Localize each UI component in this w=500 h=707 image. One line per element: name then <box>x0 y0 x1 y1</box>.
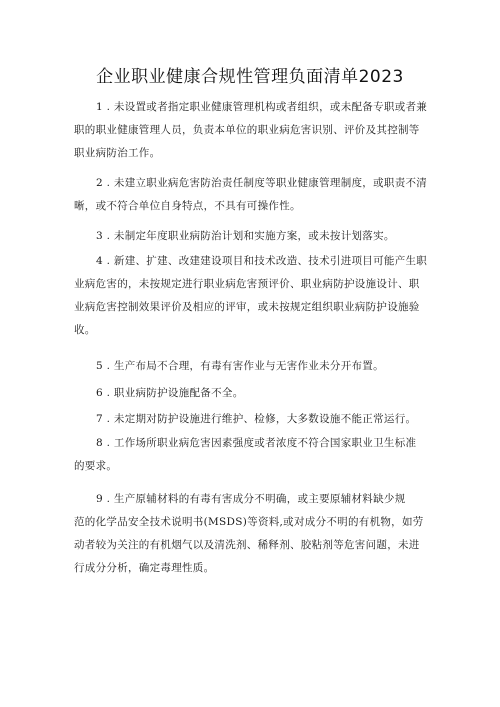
list-item-line: 6 . 职业病防护设施配备不全。 <box>96 387 244 399</box>
list-item-line: 3 . 未制定年度职业病防治计划和实施方案，或未按计划落实。 <box>96 230 395 242</box>
list-item-2 <box>74 172 436 218</box>
list-item-line: 晰，或不符合单位自身特点，不具有可操作性。 <box>74 200 301 212</box>
list-item-line: 2 . 未建立职业病危害防治责任制度等职业健康管理制度，或职责不清 <box>96 177 428 189</box>
list-item-9 <box>74 488 436 580</box>
list-item-line: 职业病防治工作。 <box>74 147 161 159</box>
list-item-line: 行成分分析，确定毒理性质。 <box>74 562 215 574</box>
list-item-line: 范的化学品安全技术说明书(MSDS)等资料,或对成分不明的有机物，如劳 <box>74 516 424 528</box>
list-item-line: 动者较为关注的有机烟气以及清洗剂、稀释剂、胶粘剂等危害问题，未进 <box>74 539 420 551</box>
list-item-line: 收。 <box>74 324 96 336</box>
list-item-line: 1 . 未设置或者指定职业健康管理机构或者组织，或未配备专职或者兼 <box>96 101 428 113</box>
list-item-8 <box>74 432 436 478</box>
list-item-6 <box>74 382 436 405</box>
list-item-7 <box>74 408 436 431</box>
list-item-4 <box>74 250 436 342</box>
list-item-line: 业病危害的，未按规定进行职业病危害预评价、职业病防护设施设计、职 <box>74 278 420 290</box>
list-item-line: 职的职业健康管理人员，负责本单位的职业病危害识别、评价及其控制等 <box>74 124 420 136</box>
list-item-5 <box>74 355 436 378</box>
list-item-line: 5 . 生产布局不合理，有毒有害作业与无害作业未分开布置。 <box>96 360 384 372</box>
list-item-3 <box>74 225 436 248</box>
list-item-line: 业病危害控制效果评价及相应的评审，或未按规定组织职业病防护设施验 <box>74 301 420 313</box>
list-item-1 <box>74 96 436 165</box>
list-item-line: 的要求。 <box>74 460 118 472</box>
list-item-line: 9 . 生产原辅材料的有毒有害成分不明确，或主要原辅材料缺少规 <box>96 493 406 505</box>
list-item-line: 4 . 新建、扩建、改建建设项目和技术改造、技术引进项目可能产生职 <box>96 255 428 267</box>
list-item-line: 8 . 工作场所职业病危害因素强度或者浓度不符合国家职业卫生标准 <box>96 437 417 449</box>
list-item-line: 7 . 未定期对防护设施进行维护、检修，大多数设施不能正常运行。 <box>96 413 417 425</box>
document-title: 企业职业健康合规性管理负面清单2023 <box>96 67 404 87</box>
